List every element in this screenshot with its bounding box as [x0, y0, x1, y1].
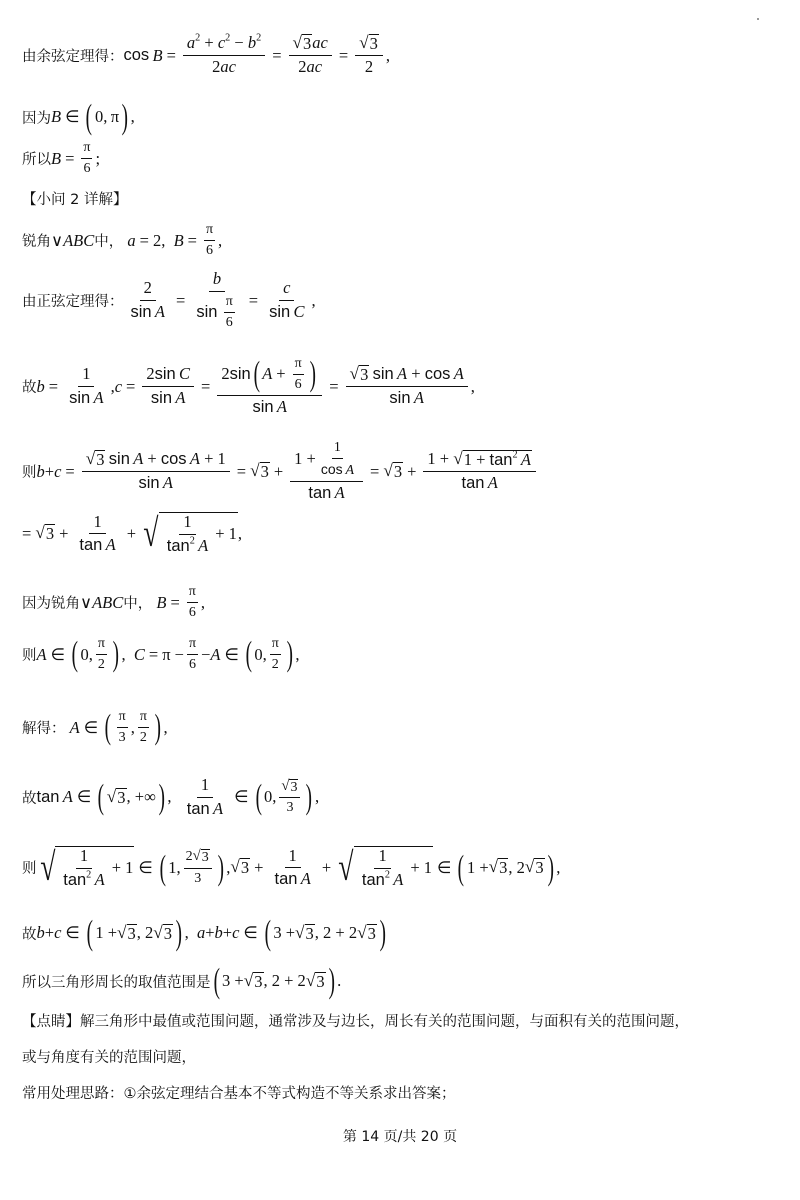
line-conclusion: [22, 964, 341, 999]
text-because-acute: 因为锐角: [22, 596, 80, 613]
line-b-c-expr: [22, 356, 475, 417]
line-b-plus-c: [22, 440, 539, 503]
text-comment-1: 【点睛】解三角形中最值或范围问题，通常涉及与边长，周长有关的范围问题，与面积有关的范围问题，: [22, 1014, 689, 1030]
text-sine-law: 由正弦定理得：: [22, 294, 124, 311]
text-in: 中，: [94, 234, 124, 251]
line-acute-triangle: [22, 222, 222, 259]
text-cosine-law: 由余弦定理得：: [22, 49, 124, 66]
formula-B-pi6: B = $\frac{\pi}{6}$ ;: [51, 140, 101, 177]
heading-subquestion-2: 【小问 2 详解】: [22, 192, 128, 208]
text-hence-3: 故: [22, 926, 37, 943]
text-therefore: 所以: [22, 152, 51, 169]
line-sine-law: [22, 270, 316, 331]
text-then-3: 则: [22, 861, 37, 878]
line-cosine-law: [22, 34, 390, 77]
formula-triangle: ∨ ABC: [80, 592, 124, 612]
formula-b-plus-c-cont: = √ 3 + $\frac{1}{\text{tan A}}$ + √ $\frac{1}{\tan^2 A}$ + 1 ,: [22, 511, 243, 556]
scan-speck: [757, 18, 759, 20]
formula-b-c: b = $\frac{1}{\text{sin A}}$ , c = $\frac{\text{2sin C}}{\text{sin A}}$ = 2 sin ( A + $\frac{\pi}{6}$ ) sin A = √ 3 sin A + cos A sin A ,: [36, 355, 475, 417]
line-B-value: [22, 140, 100, 177]
text-hence: 故: [22, 380, 37, 397]
formula-perimeter-range: b + c ∈ ( 1 + √ 3 , 2 √ 3 ) , a + b + c ∈ ( 3 + √ 3 , 2 + 2 √ 3 ): [36, 914, 386, 952]
line-comment-1: [22, 1010, 689, 1031]
line-A-C-range: [22, 636, 300, 673]
formula-tanA-range: tan A ∈ ( √ 3 , +∞ ) , $\frac{1}{\text{tan A}}$ ∈ ( 0, √ 3 3 ) ,: [36, 775, 320, 818]
formula-a-B: a = 2, B = $\frac{\pi}{6}$ ,: [127, 222, 223, 259]
text-then: 则: [22, 465, 37, 482]
line-solve-A: [22, 709, 168, 746]
formula-sqrt-range: √ $\frac{1}{\tan^2 A}$ + 1 ∈ ( 1, 2 √ 3 3 ) , √ 3 + $\frac{1}{\text{tan A}}$ + √ $\frac{1}{\tan^2 A}$ + 1 ∈ ( 1 + √ 3 , 2 √ 3 ) ,: [39, 845, 561, 890]
text-comment-3: 常用处理思路：①余弦定理结合基本不等式构造不等关系求出答案；: [22, 1086, 456, 1102]
formula-B-pi6-2: B = $\frac{\pi}{6}$ ,: [156, 584, 205, 621]
text-then-2: 则: [22, 648, 37, 665]
line-perimeter-range: [22, 916, 388, 951]
formula-cosB: cos B = $\frac{a^2 + c^2 - b^2}{2ac}$ = √ 3 ac 2ac = √ 3 2 ,: [123, 32, 391, 77]
text-in-2: 中，: [123, 596, 153, 613]
line-subquestion-2: [22, 188, 127, 209]
line-comment-2: [22, 1046, 196, 1067]
formula-A-solved: A ∈ ( $\frac{\pi}{3}$ , $\frac{\pi}{2}$ ) ,: [69, 708, 168, 747]
line-b-plus-c-cont: [22, 512, 242, 556]
text-solve: 解得：: [22, 721, 66, 738]
text-because: 因为: [22, 110, 51, 127]
text-conclusion: 所以三角形周长的取值范围是: [22, 974, 211, 991]
text-hence-2: 故: [22, 790, 37, 807]
formula-B-interval: B ∈ ( 0, π ) ,: [51, 98, 135, 136]
formula-b-plus-c: b + c = √ 3 sin A + cos A + 1 sin A = √ 3 + 1 + $\frac{1}{\text{cos A}}$ tan A = √ 3 + 1 + √ $1 + \tan^2 A$ tan A: [37, 440, 539, 503]
line-acute-again: [22, 584, 205, 621]
page-footer: 第 14 页/共 20 页: [342, 1129, 458, 1145]
line-tanA-range: [22, 776, 319, 819]
line-sqrt-range: [22, 846, 560, 890]
formula-A-C-range: A ∈ ( 0, $\frac{\pi}{2}$ ) , C = π − $\frac{\pi}{6}$ − A ∈ ( 0, $\frac{\pi}{2}$ ) ,: [36, 635, 300, 674]
line-comment-3: [22, 1082, 456, 1103]
formula-sine-law: $\frac{2}{\text{sin A}}$ = b sin $\frac{\pi}{6}$ = $\frac{c}{\text{sin C}}$ ,: [130, 269, 316, 331]
line-B-range: [22, 100, 135, 135]
text-comment-2: 或与角度有关的范围问题，: [22, 1050, 196, 1066]
formula-conclusion: ( 3 + √ 3 , 2 + 2 √ 3 ) .: [213, 962, 342, 1000]
formula-triangle-conditions: ∨ ABC: [51, 230, 95, 250]
text-acute: 锐角: [22, 234, 51, 251]
